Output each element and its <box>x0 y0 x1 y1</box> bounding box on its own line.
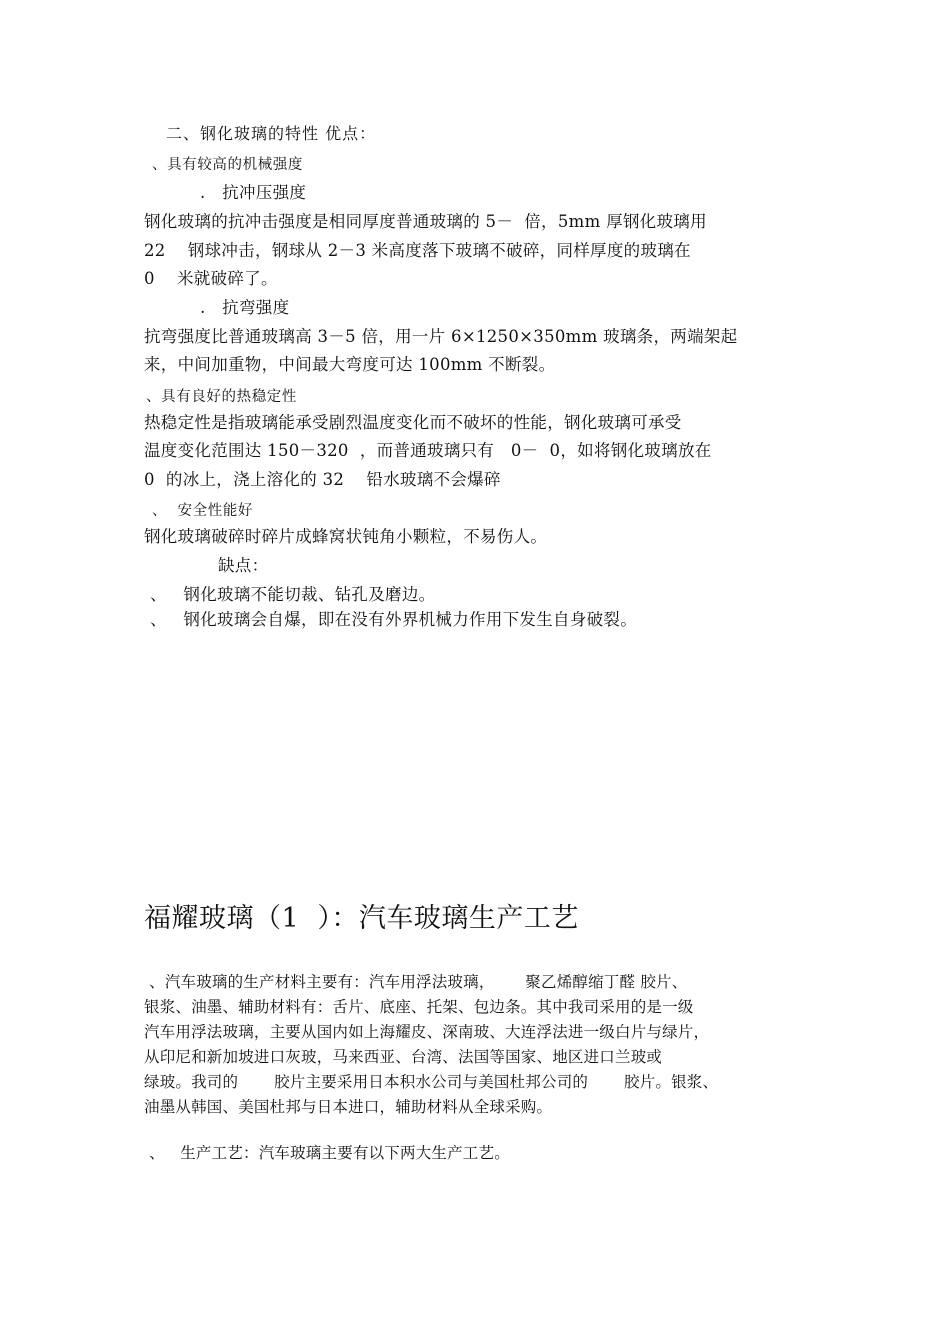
bending-strength-heading: . 抗弯强度 <box>200 298 290 317</box>
safety-heading: 、 安全性能好 <box>152 503 254 519</box>
paragraph-line: 从印尼和新加坡进口灰玻，马来西亚、台湾、法国等国家、地区进口兰玻或 <box>144 1048 663 1066</box>
paragraph-line: 银浆、油墨、辅助材料有：舌片、底座、托架、包边条。其中我司采用的是一级 <box>144 998 694 1016</box>
impact-strength-heading: . 抗冲压强度 <box>200 183 307 202</box>
safety-paragraph: 钢化玻璃破碎时碎片成蜂窝状钝角小颗粒，不易伤人。 <box>144 527 548 546</box>
section-heading: 二、钢化玻璃的特性 优点： <box>166 124 377 143</box>
paragraph-line: 绿玻。我司的 胶片主要采用日本积水公司与美国杜邦公司的 胶片。银浆、 <box>144 1073 719 1091</box>
list-item: 、 钢化玻璃不能切裁、钻孔及磨边。 <box>150 585 436 604</box>
paragraph-line: 22 钢球冲击，钢球从 2－3 米高度落下玻璃不破碎，同样厚度的玻璃在 <box>144 241 691 260</box>
paragraph-line: 、汽车玻璃的生产材料主要有：汽车用浮法玻璃， 聚乙烯醇缩丁醛 胶片、 <box>144 973 688 991</box>
paragraph-line: 温度变化范围达 150－320 ，而普通玻璃只有 0－ 0，如将钢化玻璃放在 <box>144 441 712 460</box>
paragraph-line: 来，中间加重物，中间最大弯度可达 100mm 不断裂。 <box>144 355 556 374</box>
paragraph-line: 热稳定性是指玻璃能承受剧烈温度变化而不破坏的性能，钢化玻璃可承受 <box>144 413 682 432</box>
paragraph-line: 钢化玻璃的抗冲击强度是相同厚度普通玻璃的 5－ 倍，5mm 厚钢化玻璃用 <box>144 212 707 231</box>
mechanical-strength-heading: 、具有较高的机械强度 <box>152 157 303 173</box>
paragraph-line: 0 米就破碎了。 <box>144 269 278 288</box>
thermal-stability-heading: 、具有良好的热稳定性 <box>146 389 297 405</box>
disadvantages-heading: 缺点： <box>218 556 269 575</box>
paragraph-line: 0 的冰上，浇上溶化的 32 铅水玻璃不会爆碎 <box>144 470 501 489</box>
process-line: 、 生产工艺：汽车玻璃主要有以下两大生产工艺。 <box>144 1144 510 1162</box>
list-item: 、 钢化玻璃会自爆，即在没有外界机械力作用下发生自身破裂。 <box>150 610 638 629</box>
paragraph-line: 抗弯强度比普通玻璃高 3－5 倍，用一片 6×1250×350mm 玻璃条，两端架起 <box>144 327 738 346</box>
article-title: 福耀玻璃（1 ）：汽车玻璃生产工艺 <box>144 903 579 934</box>
paragraph-line: 油墨从韩国、美国杜邦与日本进口，辅助材料从全球采购。 <box>144 1098 553 1116</box>
paragraph-line: 汽车用浮法玻璃，主要从国内如上海耀皮、深南玻、大连浮法进一级白片与绿片， <box>144 1023 710 1041</box>
